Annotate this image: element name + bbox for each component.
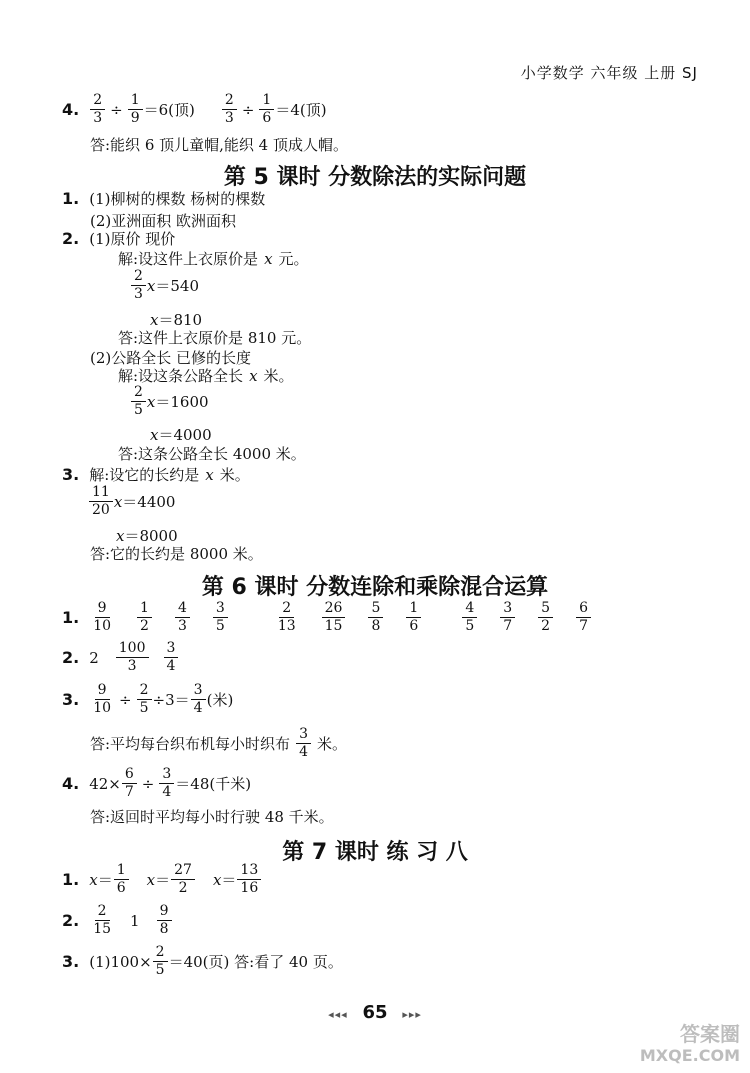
l5-problem-1 [62, 188, 265, 209]
problem-number: 1. [62, 608, 80, 627]
problem-number: 1. [62, 189, 80, 208]
solution-line: 解:设这件上衣原价是 x 元。 [118, 249, 309, 268]
equation-line: x ＝4000 [150, 425, 212, 444]
equation-line: $\frac{2}{3}$ x ＝540 [130, 268, 199, 303]
problem-number: 3. [62, 952, 80, 971]
prev-arrows-icon: ◂◂◂ [328, 1008, 348, 1021]
lesson-5-title: 第 5 课时 分数除法的实际问题 [223, 165, 527, 190]
l7-problem-1: 1. x ＝ $\frac{1}{6}$ x ＝ $\frac{27}{2}$ x ＝ $\frac{13}{16}$ [62, 862, 262, 897]
watermark: 答案圈 MXQE.COM [639, 1022, 740, 1065]
answer-text: (2)公路全长 已修的长度 [90, 349, 252, 367]
fraction: $\frac{2}{3}$ [131, 268, 146, 303]
page-header: 小学数学 六年级 上册 SJ [520, 64, 698, 82]
fraction: $\frac{2}{3}$ [90, 92, 105, 127]
l6-problem-1: 1. $\frac{9}{10}$ $\frac{1}{2}$ $\frac{4}{3}$ $\frac{3}{5}$ $\frac{2}{13}$ $\frac{26}{15}$ $\frac{5}{8}$ $\frac{1}{6}$ $\frac{4}{5}$ $\frac{3}{7}$ $\frac{5}{2}$ $\frac{6}{7}$ [62, 600, 613, 635]
problem-number: 3. [62, 465, 80, 484]
problem-number: 2. [62, 911, 80, 930]
answer-line: 答:返回时平均每小时行驶 48 千米。 [90, 808, 334, 826]
answer-line: 答:能织 6 顶儿童帽,能织 4 顶成人帽。 [90, 136, 348, 154]
problem-4: 4. $\frac{2}{3}$ ÷ $\frac{1}{9}$ ＝6(顶) $\frac{2}{3}$ ÷ $\frac{1}{6}$ ＝4(顶) [62, 92, 327, 126]
l6-problem-4: 4. 42× $\frac{6}{7}$ ÷ $\frac{3}{4}$ ＝48(千米) [62, 766, 252, 800]
answer-text: (2)亚洲面积 欧洲面积 [90, 212, 237, 230]
equation-result: ＝6(顶) [143, 101, 195, 119]
answer-text: (1)柳树的棵数 杨树的棵数 [89, 190, 266, 208]
page-number: 65 [362, 1002, 388, 1023]
page-footer [0, 1002, 750, 1023]
fraction: $\frac{2}{3}$ [222, 92, 237, 127]
l5-problem-2 [62, 228, 175, 249]
answer-line: 答:平均每台织布机每小时织布 $\frac{3}{4}$ 米。 [90, 726, 347, 760]
l7-problem-3: 3. (1)100× $\frac{2}{5}$ ＝40(页) 答:看了 40 页。 [62, 944, 343, 978]
fraction: $\frac{1}{6}$ [259, 92, 274, 127]
l6-problem-2: 2. 2 $\frac{100}{3}$ $\frac{3}{4}$ [62, 640, 179, 675]
l6-problem-3: 3. $\frac{9}{10}$ ÷ $\frac{2}{5}$ ÷3＝ $\frac{3}{4}$ (米) [62, 682, 234, 716]
problem-number: 2. [62, 648, 80, 667]
equation-result: ＝4(顶) [275, 101, 327, 119]
fraction: $\frac{1}{9}$ [128, 92, 143, 127]
answer-text: (1)原价 现价 [89, 230, 176, 248]
problem-number: 2. [62, 229, 80, 248]
fraction: $\frac{2}{5}$ [131, 384, 146, 419]
equation-line: x ＝8000 [116, 526, 178, 545]
answer-line: 答:它的长约是 8000 米。 [90, 545, 263, 563]
l5-problem-3: 3. 解:设它的长约是 x 米。 [62, 465, 250, 484]
equation-line: $\frac{11}{20}$ x ＝4400 [88, 484, 175, 519]
solution-line: 解:设这条公路全长 x 米。 [118, 366, 294, 385]
problem-number: 1. [62, 870, 80, 889]
equation-line: $\frac{2}{5}$ x ＝1600 [130, 384, 209, 419]
l7-problem-2: 2. $\frac{2}{15}$ 1 $\frac{9}{8}$ [62, 903, 173, 938]
fraction: $\frac{11}{20}$ [89, 484, 113, 519]
problem-number: 4. [62, 100, 80, 119]
answer-line: 答:这件上衣原价是 810 元。 [118, 329, 312, 347]
problem-number: 4. [62, 774, 80, 793]
answer-line: 答:这条公路全长 4000 米。 [118, 445, 306, 463]
problem-number: 3. [62, 690, 80, 709]
equation-line: x ＝810 [150, 310, 203, 329]
next-arrows-icon: ▸▸▸ [402, 1008, 422, 1021]
lesson-7-title: 第 7 课时 练 习 八 [282, 840, 468, 865]
lesson-6-title: 第 6 课时 分数连除和乘除混合运算 [201, 575, 549, 600]
